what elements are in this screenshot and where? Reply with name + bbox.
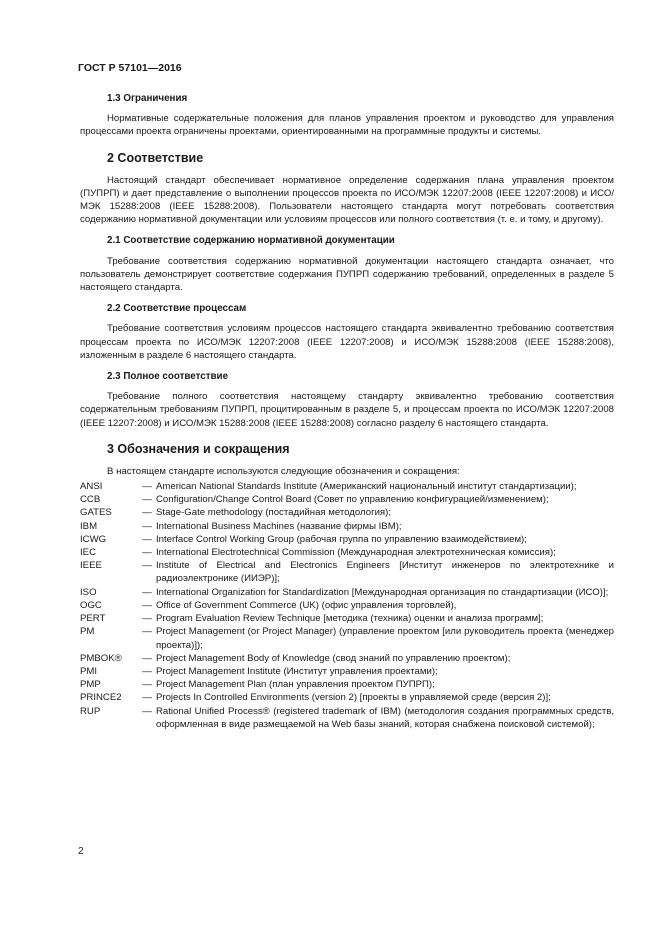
abbreviation-dash: — [142, 533, 152, 545]
abbreviation-term: PMP [80, 679, 101, 691]
section-1-3-text: Нормативные содержательные положения для планов управления проектом и руководство для управления процессами проекта ограничены проектами, ориентированными на программные продукты и системы. [80, 113, 614, 138]
abbreviation-row [80, 586, 614, 599]
abbreviation-row [80, 665, 614, 678]
page-number: 2 [78, 846, 84, 857]
abbreviation-list [80, 480, 614, 731]
abbreviation-definition: Project Management Body of Knowledge (свод знаний по управлению проектом); [156, 652, 511, 664]
abbreviation-definition: Rational Unified Process® (registered trademark of IBM) (методология создания программных средств, оформленная в виде размещаемой на Web базы знаний, которая снабжена поисковой системой); [156, 705, 614, 730]
section-1-3-title: 1.3 Ограничения [107, 93, 188, 104]
abbreviation-term: ANSI [80, 481, 103, 493]
abbreviation-definition: Program Evaluation Review Technique [методика (техника) оценки и анализа программ]; [156, 613, 544, 625]
abbreviation-term: PRINCE2 [80, 692, 122, 704]
abbreviation-row [80, 520, 614, 533]
abbreviation-dash: — [142, 599, 152, 611]
abbreviation-definition: Project Management Institute (Институт управления проектами); [156, 665, 438, 677]
abbreviation-row [80, 493, 614, 506]
abbreviation-dash: — [142, 652, 152, 664]
abbreviation-dash: — [142, 613, 152, 625]
section-2-3-text: Требование полного соответствия настоящему стандарту эквивалентно требованию соответствия содержательным требованиям ПУПРП, процитированным в разделе 5, и процессам проекта по ИСО/МЭК 12207:2008 (IEEE 12207:2008) и ИСО/МЭК 15288:2008 (IEEE 15288:2008) согласно разделу 6 настоящего стандарта. [80, 391, 614, 429]
abbreviation-term: PERT [80, 613, 106, 625]
abbreviation-term: OGC [80, 599, 102, 611]
abbreviation-dash: — [142, 665, 152, 677]
abbreviation-definition: International Business Machines (название фирмы IBM); [156, 520, 402, 532]
abbreviation-dash: — [142, 692, 152, 704]
abbreviation-dash: — [142, 679, 152, 691]
abbreviation-definition: Stage-Gate methodology (постадийная методология); [156, 507, 391, 519]
abbreviation-term: ICWG [80, 533, 107, 545]
abbreviation-definition: Projects In Controlled Environments (version 2) [проекты в управляемой среде (версия 2)]; [156, 692, 551, 704]
abbreviation-row [80, 480, 614, 493]
section-2-2-text: Требование соответствия условиям процессов настоящего стандарта эквивалентно требованию соответствия процессам проекта по ИСО/МЭК 12207:2008 (IEEE 12207:2008) и ИСО/МЭК 15288:2008 (IEEE 15288:2008), изложенным в разделе 6 настоящего стандарта. [80, 323, 614, 361]
abbreviation-definition: Interface Control Working Group (рабочая группа по управлению взаимодействием); [156, 533, 527, 545]
section-2-text: Настоящий стандарт обеспечивает нормативное определение содержания плана управления проектом (ПУПРП) и дает представление о выполнении процессов проекта по ИСО/МЭК 12207:2008 (IEEE 12207:2008) и ИСО/МЭК 15288:2008 (IEEE 15288:2008). Пользователи настоящего стандарта могут потребовать соответствия содержанию нормативной документации или условиям процессов или полного соответствия (т. е. и тому, и другому). [80, 174, 614, 226]
section-2-2-title: 2.2 Соответствие процессам [107, 303, 247, 315]
section-2-3-title: 2.3 Полное соответствие [107, 371, 229, 383]
abbreviation-row [80, 691, 614, 704]
abbreviation-dash: — [142, 481, 152, 493]
abbreviation-term: GATES [80, 507, 112, 519]
document-body [80, 92, 614, 731]
abbreviation-definition: Institute of Electrical and Electronics Engineers [Институт инженеров по электротехнике и радиоэлектронике (ИИЭР)]; [156, 560, 614, 585]
abbreviation-definition: Project Management (or Project Manager) (управление проектом [или руководитель проекта (менеджер проекта)]); [156, 626, 614, 651]
abbreviation-row [80, 559, 614, 585]
section-3-title: 3 Обозначения и сокращения [107, 441, 290, 456]
abbreviation-term: IEEE [80, 560, 102, 572]
abbreviation-dash: — [142, 560, 152, 572]
abbreviation-definition: Configuration/Change Control Board (Совет по управлению конфигурацией/изменением); [156, 494, 549, 506]
abbreviation-row [80, 652, 614, 665]
abbreviation-dash: — [142, 520, 152, 532]
abbreviation-row [80, 625, 614, 651]
abbreviation-definition: Office of Government Commerce (UK) (офис управления торговлей), [156, 599, 457, 611]
abbreviation-term: CCB [80, 494, 101, 506]
abbreviation-definition: Project Management Plan (план управления проектом ПУПРП); [156, 679, 435, 691]
abbreviation-term: ISO [80, 586, 97, 598]
abbreviation-dash: — [142, 626, 152, 638]
abbreviation-term: IBM [80, 520, 98, 532]
abbreviation-term: PM [80, 626, 95, 638]
abbreviation-definition: International Organization for Standardization [Международная организация по стандартизации (ИСО)]; [156, 586, 609, 598]
section-2-1-text: Требование соответствия содержанию нормативной документации настоящего стандарта означает, что пользователь демонстрирует соответствие содержания ПУПРП содержанию требований, определенных в разделе 5 настоящего стандарта. [80, 255, 614, 294]
abbreviation-dash: — [142, 507, 152, 519]
section-2-1-title: 2.1 Соответствие содержанию нормативной документации [107, 235, 395, 247]
abbreviation-row [80, 546, 614, 559]
abbreviation-row [80, 612, 614, 625]
abbreviation-row [80, 506, 614, 519]
abbreviation-row [80, 678, 614, 691]
abbreviation-row [80, 705, 614, 731]
abbreviation-dash: — [142, 494, 152, 506]
abbreviation-row [80, 599, 614, 612]
abbreviation-dash: — [142, 705, 152, 717]
document-header: ГОСТ Р 57101—2016 [78, 62, 182, 74]
abbreviation-definition: American National Standards Institute (Американский национальный институт стандартизации); [156, 481, 577, 493]
section-3-intro: В настоящем стандарте используются следующие обозначения и сокращения: [107, 465, 460, 477]
section-2-title: 2 Соответствие [107, 150, 204, 165]
abbreviation-definition: International Electrotechnical Commission (Международная электротехническая комиссия); [156, 547, 556, 559]
abbreviation-term: IEC [80, 547, 96, 559]
abbreviation-term: PMI [80, 665, 98, 677]
abbreviation-row [80, 533, 614, 546]
abbreviation-dash: — [142, 547, 152, 559]
abbreviation-term: PMBOK® [80, 652, 122, 664]
abbreviation-term: RUP [80, 705, 101, 717]
abbreviation-dash: — [142, 586, 152, 598]
